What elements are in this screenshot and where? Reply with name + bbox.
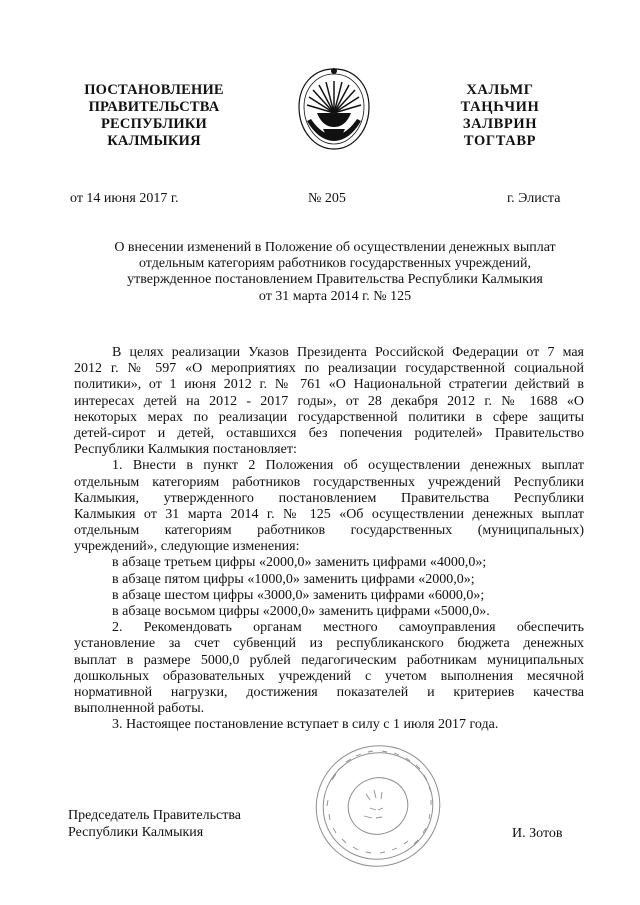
header-right-line: ТОГТАВР bbox=[463, 133, 537, 149]
change-line: в абзаце третьем цифры «2000,0» заменить цифрами «4000,0»; bbox=[112, 555, 487, 571]
header-left-line: КАЛМЫКИЯ bbox=[107, 133, 201, 149]
preamble-line: 2012 г. № 597 «О мероприятиях по реализации государственной социальной bbox=[74, 361, 584, 377]
item3-line: 3. Настоящее постановление вступает в силу с 1 июля 2017 года. bbox=[112, 717, 499, 733]
document-number: № 205 bbox=[308, 191, 346, 206]
header-left-line: ПРАВИТЕЛЬСТВА bbox=[88, 99, 220, 115]
preamble-line: некоторых мерах по реализации государственной политики в сфере защиты bbox=[74, 409, 584, 425]
item2-line: 2. Рекомендовать органам местного самоуправления обеспечить bbox=[112, 620, 584, 636]
change-line: в абзаце восьмом цифры «2000,0» заменить цифрами «5000,0». bbox=[112, 604, 490, 619]
document-city: г. Элиста bbox=[507, 191, 561, 206]
preamble-line: детей-сирот и детей, оставшихся без попечения родителей» Правительство bbox=[74, 425, 584, 441]
item1-line: учреждений», следующие изменения: bbox=[74, 539, 300, 555]
preamble-line: политики», от 1 июня 2012 г. № 761 «О Национальной стратегии действий в bbox=[74, 377, 584, 393]
signature-position-line: Председатель Правительства bbox=[68, 808, 241, 823]
header-left-line: ПОСТАНОВЛЕНИЕ bbox=[84, 82, 224, 98]
item1-line: 1. Внести в пункт 2 Положения об осуществлении денежных выплат bbox=[112, 458, 584, 474]
preamble-line: В целях реализации Указов Президента Российской Федерации от 7 мая bbox=[112, 345, 584, 360]
item1-line: отдельным категориям работников государственных учреждений Республики bbox=[74, 474, 584, 490]
header-right-title bbox=[430, 82, 570, 150]
header-left-title bbox=[64, 82, 244, 150]
item2-line: дошкольных образовательных учреждений с учетом выполнения месячной bbox=[74, 668, 584, 684]
item1-line: отдельным категориям работников государственных (муниципальных) bbox=[74, 523, 584, 539]
item2-line: нормативной нагрузки, достижения показателей и критериев качества bbox=[74, 684, 584, 700]
signature-position bbox=[68, 808, 241, 841]
signature-position-line: Республики Калмыкия bbox=[68, 824, 204, 840]
item2-line: выплат в размере 5000,0 рублей педагогическим работникам муниципальных bbox=[74, 652, 584, 668]
item2-line: установление за счет субвенций из республиканского бюджета денежных bbox=[74, 636, 584, 652]
header-right-line: ХАЛЬМГ bbox=[466, 82, 534, 98]
document-body bbox=[74, 345, 584, 734]
item1-line: Калмыкия, утвержденного постановлением Правительства Республики bbox=[74, 490, 584, 506]
title-line: утвержденное постановлением Правительства Республики Калмыкия bbox=[127, 272, 543, 288]
change-line: в абзаце шестом цифры «3000,0» заменить цифрами «6000,0»; bbox=[112, 587, 485, 603]
preamble-line: интересах детей на 2012 - 2017 годы», от 28 декабря 2012 г. № 1688 «О bbox=[74, 393, 584, 409]
header-right-line: ЗАЛВРИН bbox=[462, 116, 538, 132]
official-stamp-icon bbox=[312, 740, 444, 872]
title-line: от 31 марта 2014 г. № 125 bbox=[258, 288, 412, 304]
preamble-line: Республики Калмыкия постановляет: bbox=[74, 442, 297, 458]
signature-name: И. Зотов bbox=[512, 826, 563, 841]
header-left-line: РЕСПУБЛИКИ bbox=[100, 116, 208, 132]
item1-line: Калмыкия от 31 марта 2014 г. № 125 «Об осуществлении денежных выплат bbox=[74, 506, 584, 522]
document-title bbox=[80, 240, 590, 305]
change-line: в абзаце пятом цифры «1000,0» заменить цифрами «2000,0»; bbox=[112, 571, 475, 587]
document-date: от 14 июня 2017 г. bbox=[70, 191, 179, 206]
header-right-line: ТАҢҺЧИН bbox=[460, 99, 540, 115]
item2-line: выполненной работы. bbox=[74, 701, 205, 717]
title-line: отдельным категориям работников государственных учреждений, bbox=[138, 256, 532, 272]
kalmykia-coat-of-arms-icon bbox=[293, 65, 375, 153]
title-line: О внесении изменений в Положение об осуществлении денежных выплат bbox=[114, 240, 556, 255]
